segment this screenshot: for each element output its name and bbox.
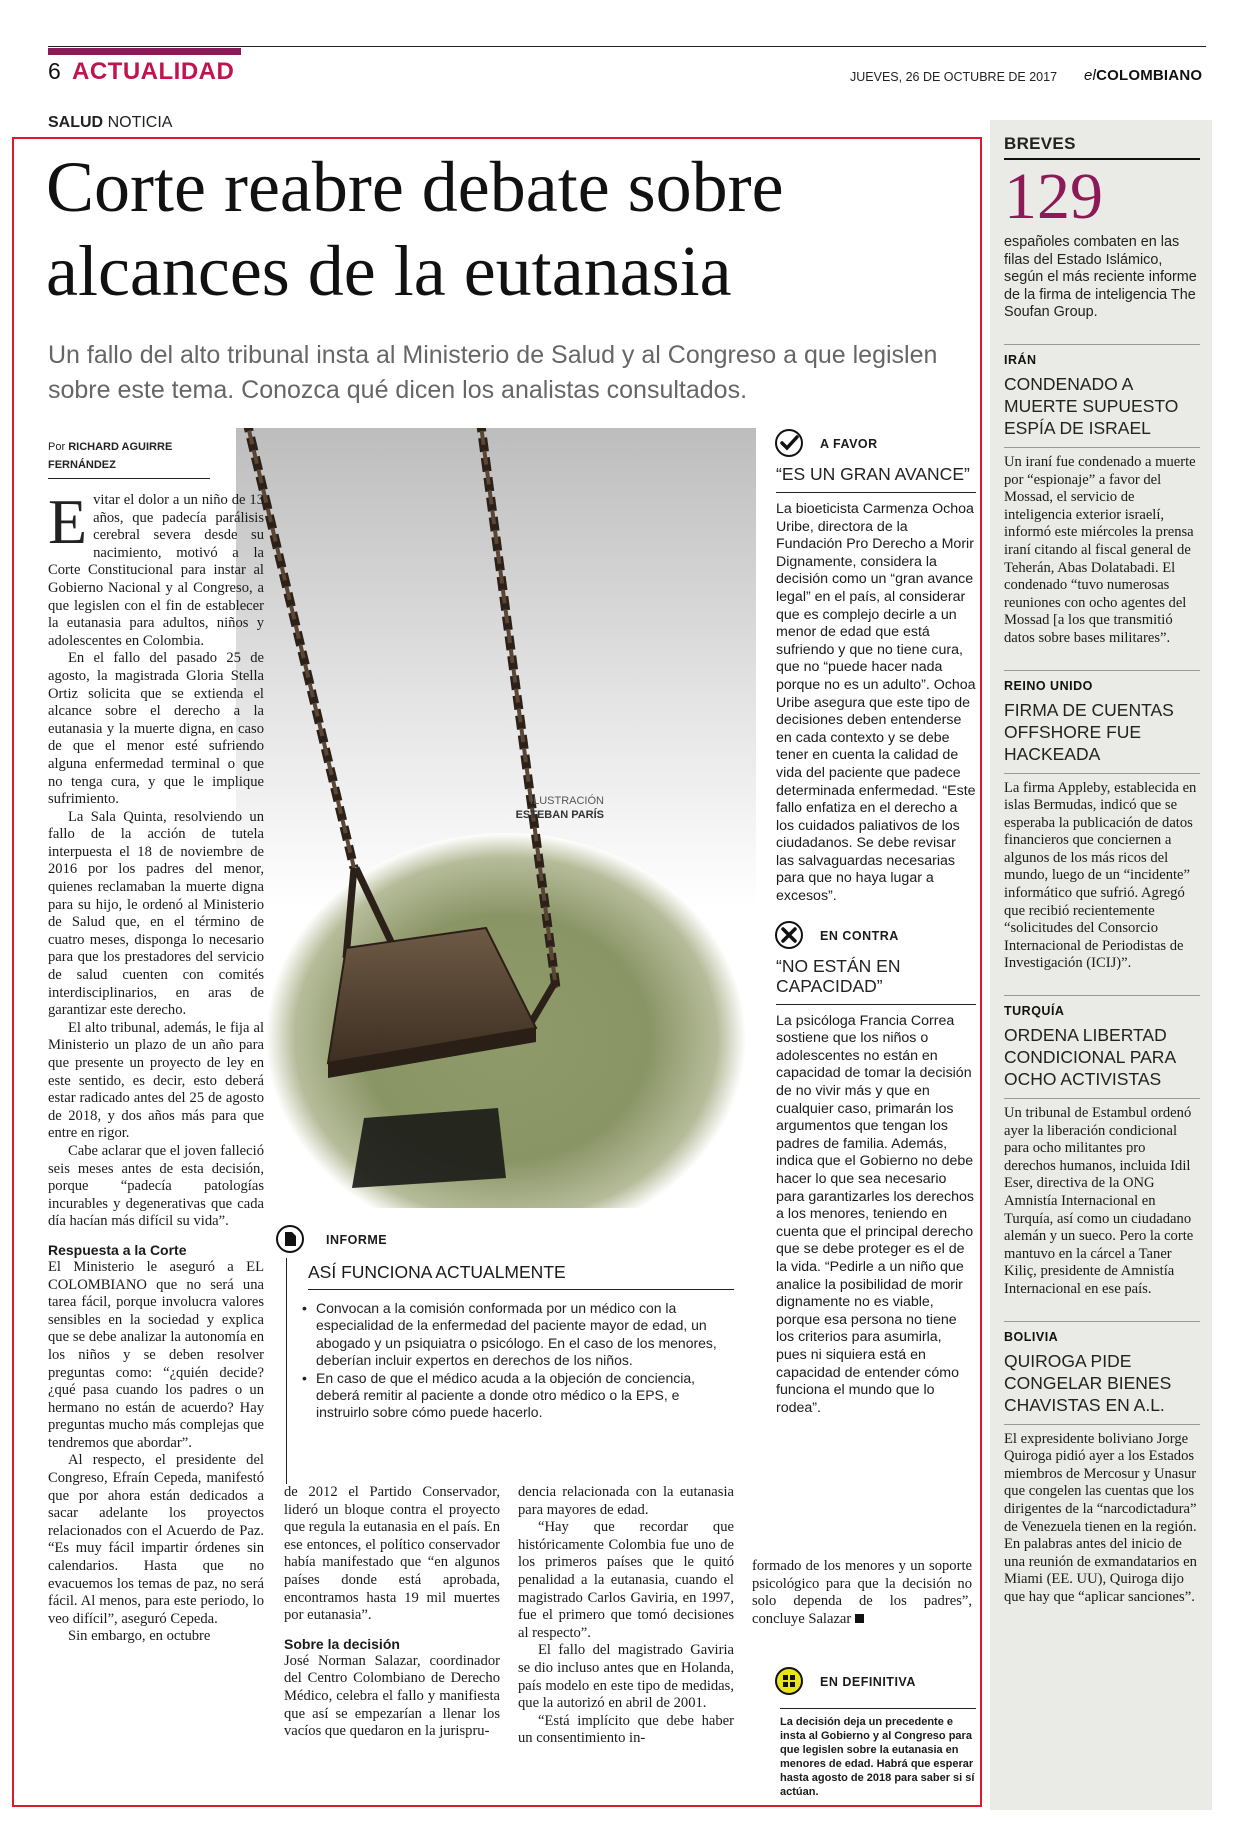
swing-shadow: [352, 1108, 506, 1188]
paragraph: formado de los menores y un soporte psicológico para que la decisión no solo dependa de los padres”, concluye Salazar: [752, 1558, 972, 1627]
breve-headline: CONDENADO A MUERTE SUPUESTO ESPÍA DE ISRAEL: [1004, 373, 1200, 448]
subheading: Sobre la decisión: [284, 1635, 400, 1652]
paragraph: La Sala Quinta, resolviendo un fallo de la acción de tutela interpuesta el 18 de noviembre de 2016 por los padres del menor, quienes reclamaban la muerte digna para su hijo, le ordenó al Ministerio de Salud que, en el término de cuatro meses, disponga lo necesario para que los prestadores del servicio de salud cuenten con comités interdisciplinarios, en aras de garantizar este derecho.: [48, 808, 264, 1019]
brand-el: el: [1084, 67, 1097, 84]
informe-title: ASÍ FUNCIONA ACTUALMENTE: [308, 1262, 734, 1290]
article-column-1: [48, 486, 264, 1646]
breve-body: Un iraní fue condenado a muerte por “espionaje” a favor del Mossad, el servicio de inteligencia exterior israelí, informó este miércoles la prensa iraní citando al fiscal general de Teherán, Abas Dolatabadi. El condenado “tuvo numerosas reuniones con ocho agentes del Mossad [a los que transmitió datos sobre bases militares”.: [1004, 453, 1196, 646]
article-column-2: [284, 1484, 500, 1741]
breve-item: [1004, 1321, 1200, 1607]
section-title: ACTUALIDAD: [72, 58, 235, 85]
a-favor-text: La bioeticista Carmenza Ochoa Uribe, directora de la Fundación Pro Derecho a Morir Dignamente, considera la decisión como un “gran avance legal” en el país, al considerar que es complejo decirle a un menor de edad que está sufriendo y que no tiene cura, que no “puede hacer nada porque no es un adulto”. Ochoa Uribe asegura que este tipo de decisiones deben entenderse en cada contexto y se debe tener en cuenta la calidad de vida del paciente que padece determinada enfermedad. “Este fallo enfatiza en el derecho a los cuidados paliativos de los ciudadanos. Se debe revisar las salvaguardas necesarias para que no haya lugar a excesos”.: [776, 501, 976, 905]
breve-headline: ORDENA LIBERTAD CONDICIONAL PARA OCHO ACTIVISTAS: [1004, 1024, 1200, 1099]
drop-cap: E: [48, 486, 88, 557]
end-mark: [855, 1614, 864, 1623]
breve-country: BOLIVIA: [1004, 1329, 1059, 1344]
a-favor-label: A FAVOR: [820, 437, 878, 451]
en-definitiva-box: [776, 1668, 976, 1799]
informe-box: [282, 1226, 734, 1422]
breve-country: REINO UNIDO: [1004, 678, 1093, 693]
breves-number-text: españoles combaten en las filas del Estado Islámico, según el más reciente informe de la firma de inteligencia The Soufan Group.: [1004, 234, 1197, 321]
section-color-bar: [48, 48, 241, 55]
dateline: JUEVES, 26 DE OCTUBRE DE 2017: [850, 70, 1058, 84]
credit-label: ILUSTRACIÓN: [530, 795, 604, 807]
breve-headline: FIRMA DE CUENTAS OFFSHORE FUE HACKEADA: [1004, 699, 1200, 774]
byline: [48, 438, 210, 479]
breve-headline: QUIROGA PIDE CONGELAR BIENES CHAVISTAS EN A.L.: [1004, 1350, 1200, 1425]
en-contra-label: EN CONTRA: [820, 928, 899, 943]
list-item: • En caso de que el médico acuda a la objeción de conciencia, deberá remitir al paciente a donde otro médico o la EPS, e instruirlo sobre cómo puede hacerlo.: [302, 1370, 734, 1422]
list-item: • Convocan a la comisión conformada por un médico con la especialidad de la enfermedad del paciente mayor de edad, un abogado y un psiquiatra o psicólogo. En el caso de los menores, deberían incluir expertos en derechos de los niños.: [302, 1300, 734, 1370]
paragraph: El Ministerio le aseguró a EL COLOMBIANO que no será una tarea fácil, porque involucra valores sensibles en la sociedad y explica que se debe analizar la autonomía en los niños y se deben resolver preguntas como: “¿quién decide? ¿qué pasa cuando los padres o un hermano no están de acuerdo? Hay preguntas mucho más complejas que tendremos que abordar”.: [48, 1258, 264, 1451]
informe-rule: [286, 1258, 287, 1484]
breve-country: IRÁN: [1004, 352, 1037, 367]
breve-item: [1004, 995, 1200, 1299]
breve-item: [1004, 344, 1200, 648]
article-column-4: [752, 1558, 972, 1628]
paragraph: “Está implícito que debe haber un consentimiento in-: [518, 1712, 734, 1747]
breve-body: Un tribunal de Estambul ordenó ayer la liberación condicional para ocho militantes pro derechos humanos, incluida Idil Eser, directiva de la ONG Amnistía Internacional en Turquía, así como un ciudadano alemán y un sueco. Pero la corte mantuvo en la cárcel a Taner Kiliç, presidente de Amnistía Internacional en ese país.: [1004, 1105, 1194, 1297]
en-definitiva-label: EN DEFINITIVA: [820, 1675, 916, 1689]
informe-label: INFORME: [326, 1233, 388, 1247]
byline-prefix: Por: [48, 441, 66, 453]
document-icon: [276, 1224, 304, 1254]
en-contra-text: La psicóloga Francia Correa sostiene que los niños o adolescentes no están en capacidad de tomar la decisión de no vivir más y que en cualquier caso, primarán los argumentos que tengan los padres de familia. Además, indica que el Gobierno no debe hacer lo que sea necesario para garantizarles los derechos a los menores, teniendo en cuenta que el principal derecho que se debe proteger es el de la vida. “Pedirle a un niño que analice la posibilidad de morir dignamente no es viable, porque esa persona no tiene los criterios para asumirla, pues ni siquiera está en capacidad de entender cómo funciona el mundo que lo rodea”.: [776, 1012, 974, 1416]
paragraph: Cabe aclarar que el joven falleció seis meses antes de esta decisión, porque “padecía patologías incurables y degenerativas que cada día hacían más difícil su vida”.: [48, 1142, 264, 1230]
breve-country: TURQUÍA: [1004, 1004, 1065, 1019]
article-deck: Un fallo del alto tribunal insta al Ministerio de Salud y al Congreso a que legislen sobre este tema. Conozca qué dicen los analistas consultados.: [48, 341, 938, 404]
paragraph: de 2012 el Partido Conservador, lideró un bloque contra el proyecto que regula la eutanasia en el país. En ese entonces, el político conservador había manifestado que “en algunos países donde está aprobada, encontramos hasta 19 mil muertes por eutanasia”.: [284, 1484, 500, 1624]
header-rule: [48, 46, 1206, 47]
paragraph: El alto tribunal, además, le fija al Ministerio un plazo de un año para que presente un proyecto de ley en este sentido, es decir, esto deberá estar radicado antes del 25 de agosto de 2018, y dos años más para que entre en rigor.: [48, 1019, 264, 1142]
en-definitiva-tag: [776, 1668, 976, 1696]
breve-body: La firma Appleby, establecida en islas Bermudas, indicó que se esperaba la publicación de datos financieros que conciernen a algunos de los más ricos del mundo, luego de un “incidente” informático que sufrió. Agregó que recibió recientemente “solicitudes del Consorcio Internacional de Periodistas de Investigación (ICIJ)”.: [1004, 779, 1197, 972]
kicker-topic: SALUD: [48, 114, 104, 131]
informe-list: [302, 1300, 734, 1422]
paragraph: José Norman Salazar, coordinador del Centro Colombiano de Derecho Médico, celebra el fallo y manifiesta que así se empezarían a llenar los vacíos que quedaron en la jurispru-: [284, 1652, 500, 1740]
breves-title: BREVES: [1004, 134, 1200, 160]
breves-sidebar: [990, 120, 1212, 1810]
en-contra-quote: “NO ESTÁN EN CAPACIDAD”: [776, 956, 976, 1005]
breves-number: 129: [1004, 160, 1103, 233]
kicker: [48, 114, 172, 132]
paragraph: El fallo del magistrado Gaviria se dio incluso antes que en Holanda, país modelo en este tipo de medidas, que la autorizó en abril de 2001.: [518, 1642, 734, 1712]
puzzle-icon: [774, 1666, 804, 1696]
page-number: 6: [48, 58, 61, 84]
paragraph: “Hay que recordar que históricamente Colombia fue uno de los primeros países que le quitó penalidad a la eutanasia, cuando el magistrado Carlos Gaviria, en 1997, fue el primero que tomó decisiones al respecto”.: [518, 1519, 734, 1641]
en-definitiva-text: La decisión deja un precedente e insta al Gobierno y al Congreso para que legislen sobre la eutanasia en menores de edad. Habrá que esperar hasta agosto de 2018 para saber si sí actúan.: [780, 1708, 976, 1799]
breve-body: El expresidente boliviano Jorge Quiroga pidió ayer a los Estados miembros de Mercosur y Unasur que congelen las cuentas que los dirigentes de la “narcodictadura” de Venezuela tienen en la región. En palabras antes del inicio de una reunión de exmandatarios en Miami (EE. UU), Quiroga dijo que hay que “aplicar sanciones”.: [1004, 1430, 1197, 1605]
paragraph: dencia relacionada con la eutanasia para mayores de edad.: [518, 1484, 734, 1518]
a-favor-quote: “ES UN GRAN AVANCE”: [776, 464, 976, 493]
subheading: Respuesta a la Corte: [48, 1241, 187, 1258]
breve-item: [1004, 670, 1200, 974]
brand-logo: [1084, 67, 1202, 84]
paragraph: Al respecto, el presidente del Congreso, Efraín Cepeda, manifestó que por ahora están dedicados a sacar adelante los proyectos relacionados con el Acuerdo de Paz. “Es muy fácil impartir órdenes sin calendarios. Hasta que no evacuemos los temas de paz, no será fácil. Al menos, para este periodo, lo veo difícil”, aseguró Cepeda.: [48, 1452, 264, 1627]
paragraph: Evitar el dolor a un niño de 13 años, que padecía parálisis cerebral severa desde su nacimiento, motivó a la Corte Constitucional para instar al Gobierno Nacional y al Congreso, a que legislen con el fin de establecer la eutanasia para adultos, niños y adolescentes en Colombia.: [48, 486, 264, 649]
credit-author: ESTEBAN PARÍS: [515, 809, 604, 821]
kicker-type: NOTICIA: [107, 114, 173, 131]
a-favor-tag: [776, 430, 976, 458]
cross-icon: [774, 920, 804, 950]
checkmark-icon: [774, 428, 804, 458]
article-column-3: [518, 1484, 734, 1748]
byline-author: RICHARD AGUIRRE FERNÁNDEZ: [48, 441, 173, 471]
article-headline: Corte reabre debate sobre alcances de la eutanasia: [46, 147, 784, 311]
opinion-column: [776, 430, 976, 1417]
paragraph: Sin embargo, en octubre: [68, 1628, 211, 1645]
brand-name: COLOMBIANO: [1096, 67, 1203, 84]
illustration-credit: [480, 794, 604, 822]
informe-tag: [282, 1226, 734, 1254]
paragraph: En el fallo del pasado 25 de agosto, la magistrada Gloria Stella Ortiz solicita que se extienda el alcance sobre el derecho a la eutanasia y la muerte digna, en caso de que el menor esté sufriendo alguna enfermedad terminal o que no tenga cura, y que le implique sufrimiento.: [48, 650, 264, 808]
en-contra-tag: [776, 922, 976, 950]
